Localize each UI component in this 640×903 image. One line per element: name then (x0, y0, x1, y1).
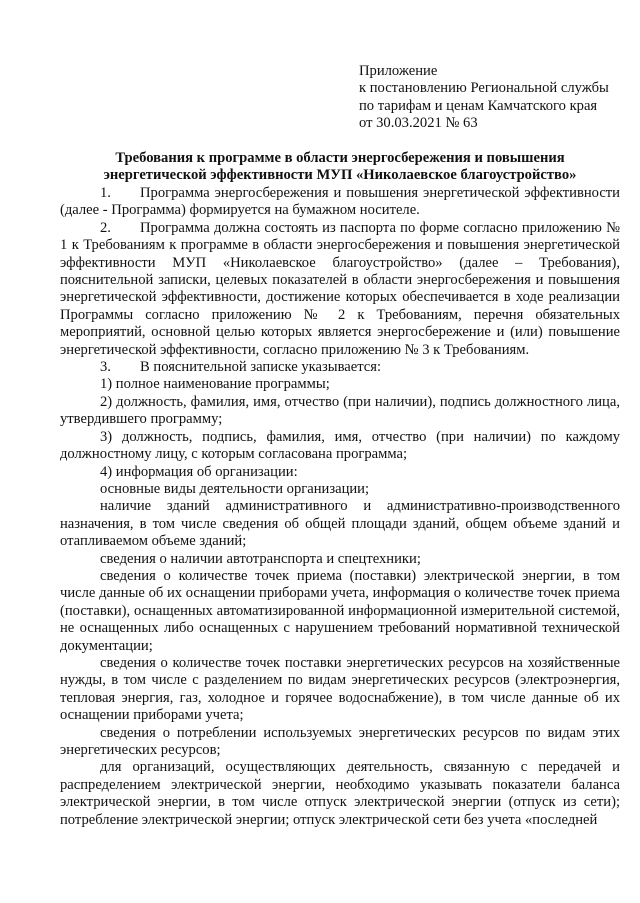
appendix-line: Приложение (359, 63, 438, 79)
appendix-line: от 30.03.2021 № 63 (359, 115, 478, 132)
document-body (60, 185, 620, 829)
title-line: Требования к программе в области энергосбережения и повышения (115, 150, 565, 166)
paragraph-2 (60, 220, 620, 359)
org-electric-points: сведения о количестве точек приема (поставки) электрической энергии, в том числе данные об их оснащении приборами учета, информация о количестве точек приема (поставки), оснащенных автоматизированной информационной измерительной системой, не оснащенных либо оснащенных с нарушением требований нормативной технической документации; (60, 567, 620, 654)
paragraph-text: Программа должна состоять из паспорта по форме согласно приложению № 1 к Требованиям к программе в области энергосбережения и повышения энергетической эффективности МУП «Николаевское благоустройство» (далее – Требования), пояснительной записки, целевых показателей в области энергосбережения и повышения энергетической эффективности, достижение которых обеспечивается в ходе реализации Программы согласно приложению № 2 к Требованиям, перечня обязательных мероприятий, основной целью которых является энергосбережение и (или) повышение энергетической эффективности, согласно приложению № 3 к Требованиям. (60, 219, 620, 358)
org-vehicles: сведения о наличии автотранспорта и спецтехники; (100, 550, 421, 567)
org-energy-points: сведения о количестве точек поставки энергетических ресурсов на хозяйственные нужды, в том числе с разделением по видам энергетических ресурсов (электроэнергия, тепловая энергия, газ, холодное и горячее водоснабжение), в том числе данные об их оснащении приборами учета; (60, 654, 620, 724)
org-energy-consumption: сведения о потреблении используемых энергетических ресурсов по видам этих энергетических ресурсов; (60, 724, 620, 758)
list-item-3: 3) должность, подпись, фамилия, имя, отчество (при наличии) по каждому должностному лицу, с которым согласована программа; (60, 428, 620, 463)
appendix-line: по тарифам и ценам Камчатского края (359, 97, 598, 114)
paragraph-text: Программа энергосбережения и повышения энергетической эффективности (далее - Программа) формируется на бумажном носителе. (60, 185, 620, 219)
paragraph-3 (60, 359, 620, 376)
paragraph-1 (60, 185, 620, 220)
appendix-line: к постановлению Региональной службы (359, 80, 609, 97)
document-title (60, 150, 620, 185)
title-line: энергетической эффективности МУП «Николаевское благоустройство» (103, 167, 577, 184)
list-item-4: 4) информация об организации: (100, 463, 298, 480)
paragraph-number: 1. (100, 185, 111, 201)
list-item-2: 2) должность, фамилия, имя, отчество (при наличии), подпись должностного лица, утвердившего программу; (60, 393, 620, 428)
org-electric-balance: для организаций, осуществляющих деятельность, связанную с передачей и распределением электрической энергии, необходимо указывать показатели баланса электрической энергии, в том числе отпуск электрической энергии (отпуск из сети); потребление электрической энергии; отпуск электрической сети без учета «последней (60, 759, 620, 828)
paragraph-text: В пояснительной записке указывается: (140, 359, 382, 376)
appendix-header (359, 63, 631, 133)
list-item-1: 1) полное наименование программы; (100, 376, 330, 393)
org-activities: основные виды деятельности организации; (100, 480, 370, 497)
paragraph-number: 2. (100, 219, 111, 236)
paragraph-number: 3. (100, 359, 111, 376)
org-buildings: наличие зданий административного и административно-производственного назначения, в том числе сведения об общей площади зданий, общем объеме зданий и отапливаемом объеме зданий; (60, 498, 620, 550)
